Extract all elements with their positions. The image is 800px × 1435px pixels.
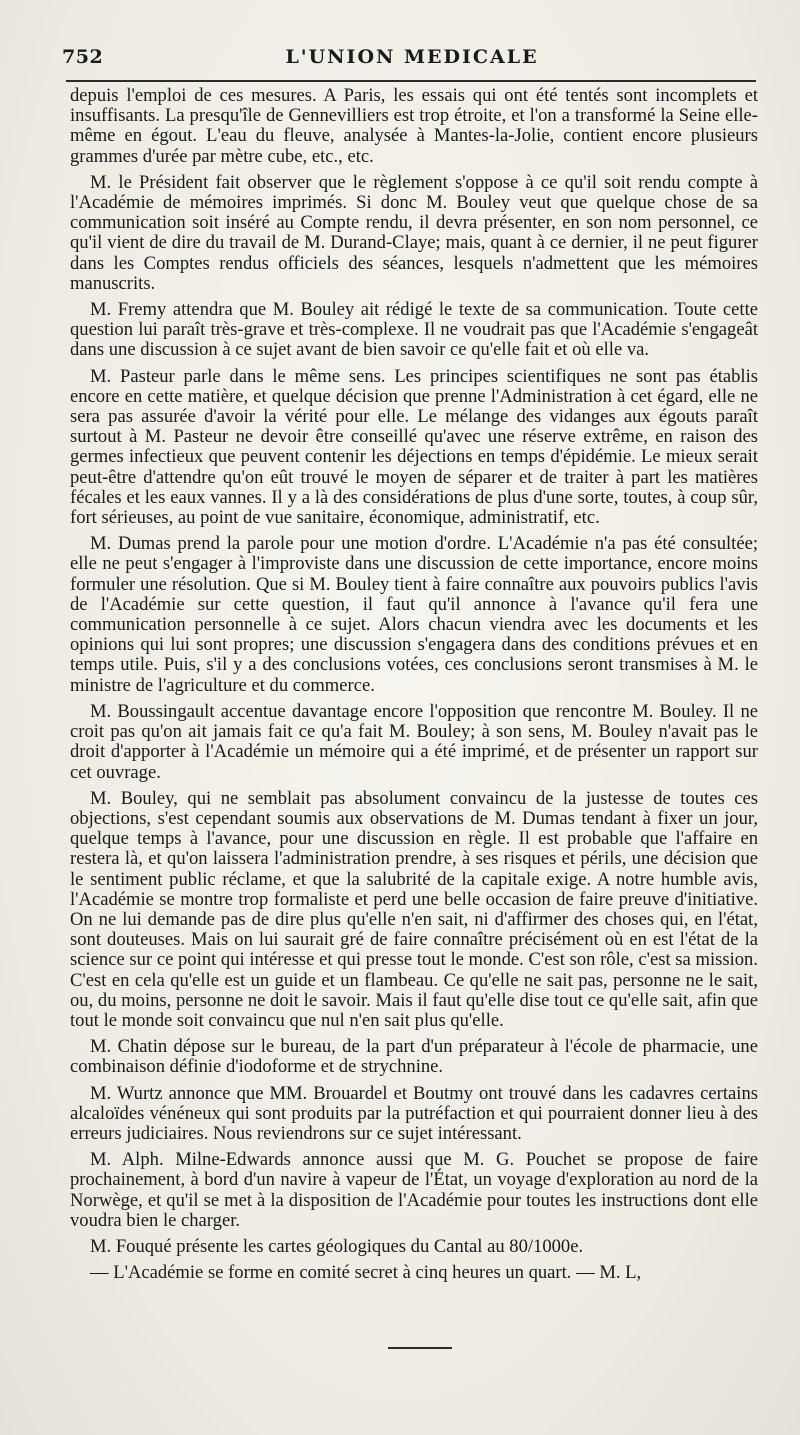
paragraph-comite-secret: — L'Académie se forme en comité secret à cinq heures un quart. — M. L, xyxy=(90,1262,642,1284)
header-rule xyxy=(66,80,756,82)
paragraph-fouque: M. Fouqué présente les cartes géologiques du Cantal au 80/1000e. xyxy=(90,1235,584,1257)
paragraph-chatin: M. Chatin dépose sur le bureau, de la part d'un préparateur à l'école de pharmacie, une combinaison définie d'iodoforme et de strychnine. xyxy=(70,1036,758,1078)
running-header xyxy=(62,38,762,72)
paragraph-boussingault: M. Boussingault accentue davantage encore l'opposition que rencontre M. Bouley. Il ne croit pas qu'on ait jamais fait ce qu'a fait M. Bouley; à son sens, M. Bouley n'avait pas le droit d'apporter à l'Académie un mémoire qui a été imprimé, et de présenter un rapport sur cet ouvrage. xyxy=(70,700,758,783)
paragraph-bouley: M. Bouley, qui ne semblait pas absolument convaincu de la justesse de toutes ces objections, s'est cependant soumis aux observations de M. Dumas tendant à fixer un jour, quelque temps à l'avance, pour une discussion en règle. Il est probable que l'affaire en restera là, et qu'on laissera l'administration prendre, à ses risques et périls, une décision que le sentiment public réclame, et que la salubrité de la capitale exige. A notre humble avis, l'Académie se montre trop formaliste et perd une belle occasion de faire preuve d'initiative. On ne lui demande pas de dire plus qu'elle n'en sait, ni d'affirmer des choses qui, en l'état, sont douteuses. Mais on lui saurait gré de faire connaître précisément où en est l'état de la science sur ce point qui intéresse et qui presse tout le monde. C'est son rôle, c'est sa mission. C'est en cela qu'elle est un guide et un flambeau. Ce qu'elle ne sait pas, personne ne le sait, ou, du moins, personne ne doit le savoir. Mais il faut qu'elle dise tout ce qu'elle sait, afin que tout le monde soit convaincu que nul n'en sait plus qu'elle. xyxy=(70,787,758,1031)
journal-title: L'UNION MEDICALE xyxy=(285,46,539,68)
paragraph-pasteur: M. Pasteur parle dans le même sens. Les principes scientifiques ne sont pas établis encore en cette matière, et quelque décision que prenne l'Administration à cet égard, elle ne sera pas assurée d'avoir la vérité pour elle. Le mélange des vidanges aux égouts paraît surtout à M. Pasteur ne devoir être conseillé qu'avec une réserve extrême, en raison des germes infectieux que peuvent contenir les déjections en temps d'épidémie. Le mieux serait peut-être d'attendre qu'on eût trouvé le moyen de séparer et de traiter à part les matières fécales et les eaux vannes. Il y a là des considérations de plus d'une sorte, toutes, à coup sûr, fort sérieuses, au point de vue sanitaire, économique, administratif, etc. xyxy=(70,365,758,529)
article-body xyxy=(70,86,758,1289)
paragraph-dumas: M. Dumas prend la parole pour une motion d'ordre. L'Académie n'a pas été consultée; elle ne peut s'engager à l'improviste dans une discussion de cette importance, encore moins formuler une résolution. Que si M. Bouley tient à faire connaître aux pouvoirs publics l'avis de l'Académie sur cette question, il faut qu'il annonce à l'avance qu'il fera une communication personnelle à ce sujet. Alors chacun viendra avec les documents et les opinions qui lui sont propres; une discussion s'engagera dans des conditions prévues et en temps utile. Puis, s'il y a des conclusions votées, ces conclusions seront transmises à M. le ministre de l'agriculture et du commerce. xyxy=(70,533,758,696)
footer-rule xyxy=(388,1347,452,1349)
paragraph-president: M. le Président fait observer que le règlement s'oppose à ce qu'il soit rendu compte à l'Académie de mémoires imprimés. Si donc M. Bouley veut que quelque chose de sa communication soit inséré au Compte rendu, il devra présenter, en son nom personnel, ce qu'il vient de dire du travail de M. Durand-Claye; mais, quant à ce dernier, il ne peut figurer dans les Comptes rendus officiels des séances, lesquels n'admettent que les mémoires manuscrits. xyxy=(70,171,758,294)
paragraph-milne-edwards: M. Alph. Milne-Edwards annonce aussi que M. G. Pouchet se propose de faire prochainement, à bord d'un navire à vapeur de l'État, un voyage d'exploration au nord de la Norwège, et qu'il se met à la disposition de l'Académie pour toutes les instructions dont elle voudra bien le charger. xyxy=(70,1149,758,1231)
paragraph-wurtz: M. Wurtz annonce que MM. Brouardel et Boutmy ont trouvé dans les cadavres certains alcaloïdes vénéneux qui sont produits par la putréfaction et qui pourraient donner lieu à des erreurs judiciaires. Nous reviendrons sur ce sujet intéressant. xyxy=(70,1082,758,1144)
page-number: 752 xyxy=(62,46,104,68)
paragraph-fremy: M. Fremy attendra que M. Bouley ait rédigé le texte de sa communication. Toute cette question lui paraît très-grave et très-complexe. Il ne voudrait pas que l'Académie s'engageât dans une discussion à ce sujet avant de bien savoir ce qu'elle fait et où elle va. xyxy=(70,299,758,361)
paragraph-continuation: depuis l'emploi de ces mesures. A Paris, les essais qui ont été tentés sont incomplets et insuffisants. La presqu'île de Gennevilliers est trop étroite, et l'on a transformé la Seine elle-même en égout. L'eau du fleuve, analysée à Mantes-la-Jolie, contient encore plusieurs grammes d'urée par mètre cube, etc., etc. xyxy=(70,85,758,167)
